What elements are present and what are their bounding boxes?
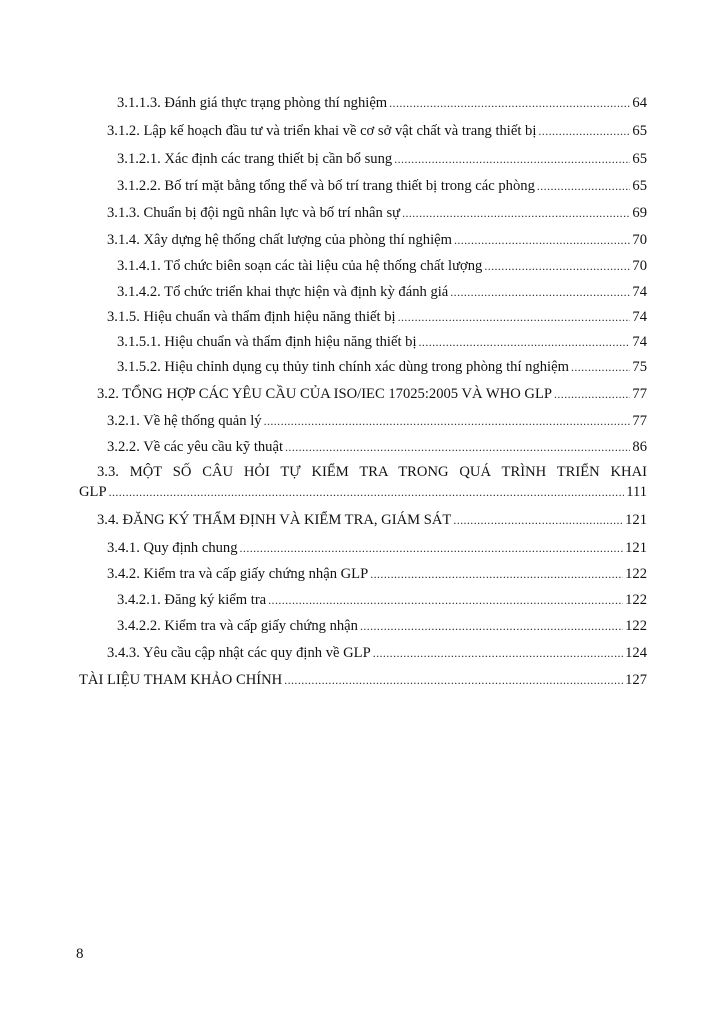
toc-entry-title: 3.4.1. Quy định chung bbox=[107, 540, 238, 556]
dot-leader bbox=[454, 230, 630, 250]
dot-leader bbox=[398, 307, 631, 327]
toc-entry[interactable] bbox=[117, 256, 647, 276]
toc-entry[interactable] bbox=[79, 462, 647, 502]
page-number: 8 bbox=[76, 946, 84, 962]
dot-leader bbox=[284, 670, 623, 690]
toc-entry[interactable] bbox=[79, 670, 647, 690]
toc-entry[interactable] bbox=[117, 357, 647, 377]
dot-leader bbox=[538, 121, 630, 141]
toc-entry[interactable] bbox=[117, 176, 647, 196]
dot-leader bbox=[554, 384, 630, 404]
toc-entry[interactable] bbox=[117, 332, 647, 352]
dot-leader bbox=[268, 590, 623, 610]
toc-entry-page: 77 bbox=[632, 413, 647, 429]
toc-entry-page: 122 bbox=[625, 566, 647, 582]
toc-entry-page: 121 bbox=[625, 540, 647, 556]
toc-entry[interactable] bbox=[107, 538, 647, 558]
dot-leader bbox=[571, 357, 630, 377]
dot-leader bbox=[285, 437, 630, 457]
toc-entry-title: 3.1.1.3. Đánh giá thực trạng phòng thí nghiệm bbox=[117, 95, 388, 111]
toc-entry-page: 64 bbox=[632, 95, 647, 111]
toc-entry[interactable] bbox=[117, 590, 647, 610]
toc-entry[interactable] bbox=[117, 616, 647, 636]
toc-entry[interactable] bbox=[117, 149, 647, 169]
toc-entry-title: 3.1.4. Xây dựng hệ thống chất lượng của phòng thí nghiệm bbox=[107, 232, 452, 248]
toc-entry[interactable] bbox=[97, 384, 647, 404]
toc-entry-title: 3.4.2.2. Kiểm tra và cấp giấy chứng nhận bbox=[117, 618, 358, 634]
dot-leader bbox=[394, 149, 630, 169]
toc-entry-title: 3.1.4.2. Tổ chức triển khai thực hiện và định kỳ đánh giá bbox=[117, 284, 449, 300]
toc-entry-title: 3.2.1. Về hệ thống quản lý bbox=[107, 413, 262, 429]
toc-entry-page: 86 bbox=[632, 439, 647, 455]
toc-entry[interactable] bbox=[107, 411, 647, 431]
toc-entry[interactable] bbox=[107, 643, 647, 663]
toc-entry-page: 111 bbox=[626, 484, 647, 500]
dot-leader bbox=[370, 564, 623, 584]
toc-entry-title-continued: GLP bbox=[79, 484, 107, 500]
toc-entry[interactable] bbox=[107, 121, 647, 141]
dot-leader bbox=[402, 203, 630, 223]
dot-leader bbox=[360, 616, 623, 636]
toc-entry-title: 3.1.3. Chuẩn bị đội ngũ nhân lực và bố trí nhân sự bbox=[107, 205, 401, 221]
toc-entry-page: 77 bbox=[632, 386, 647, 402]
toc-entry-title: 3.1.5. Hiệu chuẩn và thẩm định hiệu năng thiết bị bbox=[107, 309, 396, 325]
dot-leader bbox=[373, 643, 623, 663]
toc-entry-page: 127 bbox=[625, 672, 647, 688]
toc-entry-page: 122 bbox=[625, 618, 647, 634]
toc-entry-page: 75 bbox=[632, 359, 647, 375]
toc-entry-page: 74 bbox=[632, 309, 647, 325]
dot-leader bbox=[450, 282, 630, 302]
dot-leader bbox=[537, 176, 631, 196]
toc-entry-title: 3.1.2. Lập kế hoạch đầu tư và triển khai về cơ sở vật chất và trang thiết bị bbox=[107, 123, 537, 139]
toc-entry-title: 3.4.2.1. Đăng ký kiểm tra bbox=[117, 592, 267, 608]
dot-leader bbox=[264, 411, 631, 431]
toc-entry[interactable] bbox=[107, 307, 647, 327]
dot-leader bbox=[419, 332, 631, 352]
toc-entry-page: 124 bbox=[625, 645, 647, 661]
toc-entry-title: 3.1.5.1. Hiệu chuẩn và thẩm định hiệu năng thiết bị bbox=[117, 334, 417, 350]
dot-leader bbox=[240, 538, 624, 558]
toc-entry-title: 3.1.4.1. Tổ chức biên soạn các tài liệu của hệ thống chất lượng bbox=[117, 258, 483, 274]
toc-entry-title: 3.2. TỔNG HỢP CÁC YÊU CẦU CỦA ISO/IEC 17025:2005 VÀ WHO GLP bbox=[97, 386, 552, 402]
toc-entry-title: TÀI LIỆU THAM KHẢO CHÍNH bbox=[79, 672, 283, 688]
toc-entry-page: 74 bbox=[632, 284, 647, 300]
toc-entry[interactable] bbox=[107, 437, 647, 457]
toc-entry-title: 3.2.2. Về các yêu cầu kỹ thuật bbox=[107, 439, 284, 455]
dot-leader bbox=[389, 93, 630, 113]
toc-entry-page: 65 bbox=[632, 151, 647, 167]
toc-entry-title: 3.4.3. Yêu cầu cập nhật các quy định về GLP bbox=[107, 645, 371, 661]
dot-leader bbox=[109, 482, 625, 502]
toc-entry-page: 122 bbox=[625, 592, 647, 608]
toc-entry[interactable] bbox=[117, 282, 647, 302]
toc-entry[interactable] bbox=[107, 564, 647, 584]
toc-entry-page: 70 bbox=[632, 258, 647, 274]
toc-entry[interactable] bbox=[97, 510, 647, 530]
toc-entry-page: 65 bbox=[632, 123, 647, 139]
toc-entry-title: 3.3. MỘT SỐ CÂU HỎI TỰ KIỂM TRA TRONG QUÁ TRÌNH TRIỂN KHAI bbox=[97, 464, 647, 480]
toc-entry-page: 121 bbox=[625, 512, 647, 528]
toc-entry[interactable] bbox=[117, 93, 647, 113]
toc-entry-title: 3.4. ĐĂNG KÝ THẨM ĐỊNH VÀ KIỂM TRA, GIÁM SÁT bbox=[97, 512, 452, 528]
dot-leader bbox=[453, 510, 623, 530]
toc-entry[interactable] bbox=[107, 230, 647, 250]
toc-entry-title: 3.4.2. Kiểm tra và cấp giấy chứng nhận GLP bbox=[107, 566, 369, 582]
toc-entry-title: 3.1.2.1. Xác định các trang thiết bị cần bổ sung bbox=[117, 151, 393, 167]
dot-leader bbox=[484, 256, 630, 276]
toc-entry-title: 3.1.2.2. Bố trí mặt bằng tổng thể và bố trí trang thiết bị trong các phòng bbox=[117, 178, 535, 194]
toc-entry-page: 70 bbox=[632, 232, 647, 248]
toc-entry-title: 3.1.5.2. Hiệu chỉnh dụng cụ thủy tinh chính xác dùng trong phòng thí nghiệm bbox=[117, 359, 569, 375]
toc-entry[interactable] bbox=[107, 203, 647, 223]
toc-entry-page: 65 bbox=[632, 178, 647, 194]
toc-entry-page: 69 bbox=[632, 205, 647, 221]
toc-entry-page: 74 bbox=[632, 334, 647, 350]
